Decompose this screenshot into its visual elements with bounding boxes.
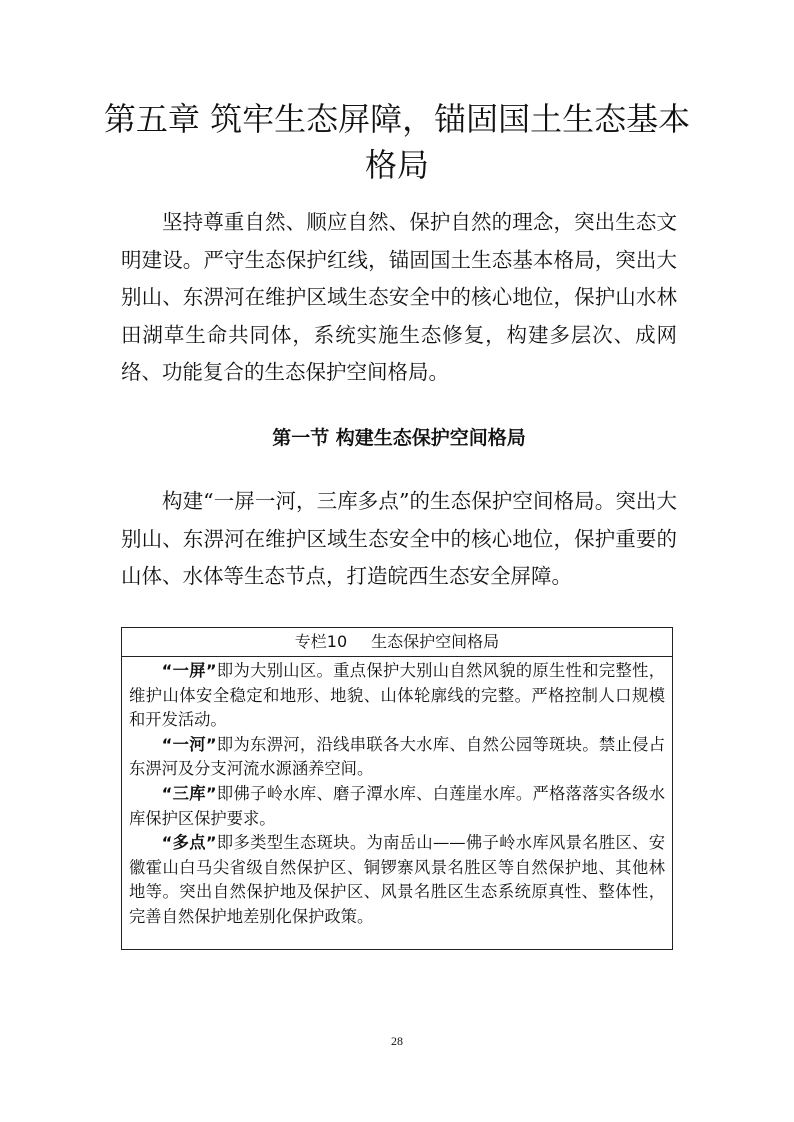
page-number: 28: [391, 1034, 403, 1048]
feature-box-item-text: 即佛子岭水库、磨子潭水库、白莲崖水库。严格落落实各级水库保护区保护要求。: [129, 783, 665, 828]
feature-box-item: [129, 782, 665, 831]
chapter-title-line2: 格局: [364, 146, 429, 184]
feature-box-item-text: 即为大别山区。重点保护大别山自然风貌的原生性和完整性，维护山体安全稳定和地形、地貌、山体轮廓线的完整。严格控制人口规模和开发活动。: [129, 661, 665, 730]
chapter-title: [100, 96, 694, 188]
feature-box-label: 专栏10: [294, 632, 348, 651]
feature-box-item: [129, 831, 665, 929]
feature-box-item: [129, 733, 665, 782]
chapter-title-line1: 第五章 筑牢生态屏障，锚固国土生态基本: [103, 100, 691, 138]
feature-box-item-keyword: “一屏”: [161, 661, 217, 680]
feature-box-item-text: 即为东淠河，沿线串联各大水库、自然公园等斑块。禁止侵占东淠河及分支河流水源涵养空间。: [129, 734, 665, 779]
feature-box-header: [122, 628, 672, 657]
section-paragraph: 构建“一屏一河，三库多点”的生态保护空间格局。突出大别山、东淠河在维护区域生态安全中的核心地位，保护重要的山体、水体等生态节点，打造皖西生态安全屏障。: [121, 489, 677, 588]
feature-box-item: [129, 659, 665, 733]
feature-box-body: [122, 657, 672, 930]
feature-box-item-keyword: “一河”: [161, 734, 217, 754]
section-title: 第一节 构建生态保护空间格局: [272, 427, 526, 449]
feature-box-item-keyword: “多点”: [161, 833, 217, 853]
feature-box-item-keyword: “三库”: [161, 783, 217, 803]
feature-box-title: 生态保护空间格局: [371, 632, 500, 651]
feature-box-item-text: 即多类型生态斑块。为南岳山——佛子岭水库风景名胜区、安徽霍山白马尖省级自然保护区、铜锣寨风景名胜区等自然保护地、其他林地等。突出自然保护地及保护区、风景名胜区生态系统原真性、整体性，完善自然保护地差别化保护政策。: [129, 833, 665, 926]
chapter-intro-paragraph: 坚持尊重自然、顺应自然、保护自然的理念，突出生态文明建设。严守生态保护红线，锚固国土生态基本格局，突出大别山、东淠河在维护区域生态安全中的核心地位，保护山水林田湖草生命共同体，系统实施生态修复，构建多层次、成网络、功能复合的生态保护空间格局。: [121, 210, 677, 384]
feature-box: [121, 627, 673, 950]
